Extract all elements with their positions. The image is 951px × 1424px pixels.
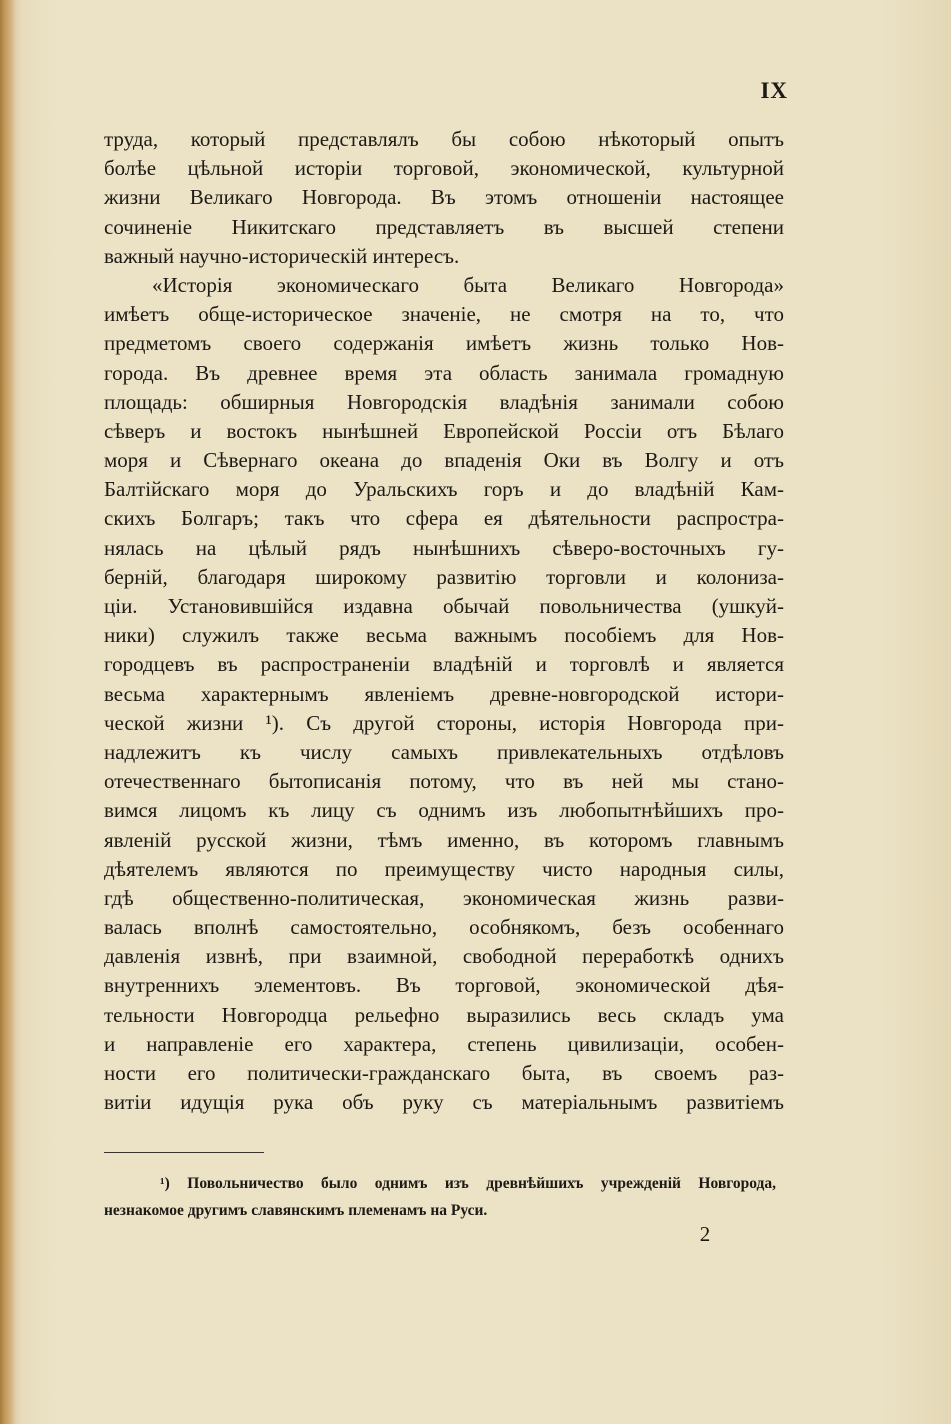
text-line: нялась на цѣлый рядъ нынѣшнихъ сѣверо-восточныхъ гу-	[104, 535, 784, 560]
text-line: имѣетъ обще-историческое значеніе, не смотря на то, что	[104, 302, 784, 327]
footnote-line: незнакомое другимъ славянскимъ племенамъ на Руси.	[104, 1202, 488, 1219]
footnote	[104, 1170, 776, 1224]
text-line: жизни Великаго Новгорода. Въ этомъ отношеніи настоящее	[104, 185, 784, 210]
text-line: явленій русской жизни, тѣмъ именно, въ которомъ главнымъ	[104, 827, 784, 852]
text-line: валась вполнѣ самостоятельно, особнякомъ, безъ особеннаго	[104, 915, 784, 940]
text-line: сочиненіе Никитскаго представляетъ въ высшей степени	[104, 214, 784, 239]
page-binding-edge	[0, 0, 16, 1424]
text-line: тельности Новгородца рельефно выразились весь складъ ума	[104, 1002, 784, 1027]
text-line: площадь: обширныя Новгородскія владѣнія занимали собою	[104, 389, 784, 414]
text-line: болѣе цѣльной исторіи торговой, экономической, культурной	[104, 156, 784, 181]
text-line: гдѣ общественно-политическая, экономическая жизнь разви-	[104, 885, 784, 910]
text-line: и направленіе его характера, степень цивилизаціи, особен-	[104, 1031, 784, 1056]
text-line: витіи идущія рука объ руку съ матеріальнымъ развитіемъ	[104, 1090, 784, 1115]
text-line: города. Въ древнее время эта область занимала громадную	[104, 360, 784, 385]
text-line: предметомъ своего содержанія имѣетъ жизнь только Нов-	[104, 331, 784, 356]
text-line: отечественнаго бытописанія потому, что въ ней мы стано-	[104, 769, 784, 794]
text-line: городцевъ въ распространеніи владѣній и торговлѣ и является	[104, 652, 784, 677]
text-line: ности его политически-гражданскаго быта, въ своемъ раз-	[104, 1061, 784, 1085]
page-number: IX	[760, 78, 788, 103]
text-line: вимся лицомъ къ лицу съ однимъ изъ любопытнѣйшихъ про-	[104, 798, 784, 823]
text-line: ники) служилъ также весьма важнымъ пособіемъ для Нов-	[104, 623, 784, 648]
text-line-footnote-ref: ческой жизни ¹). Съ другой стороны, исторія Новгорода при-	[104, 710, 784, 735]
text-line: важный научно-историческій интересъ.	[104, 243, 460, 268]
text-line: ціи. Установившійся издавна обычай повольничества (ушкуй-	[104, 594, 784, 618]
text-line: скихъ Болгаръ; такъ что сфера ея дѣятельности распростра-	[104, 506, 784, 531]
text-line: внутреннихъ элементовъ. Въ торговой, экономической дѣя-	[104, 973, 784, 998]
footnote-line: ¹) Повольничество было однимъ изъ древнѣйшихъ учрежденій Новгорода,	[160, 1175, 776, 1192]
text-line: весьма характернымъ явленіемъ древне-новгородской истори-	[104, 681, 784, 706]
text-line: давленія извнѣ, при взаимной, свободной переработкѣ одниxъ	[104, 944, 784, 969]
text-line: надлежитъ къ числу самыхъ привлекательныхъ отдѣловъ	[104, 739, 784, 764]
text-line: труда, который представлялъ бы собою нѣкоторый опытъ	[104, 127, 784, 151]
footnote-separator	[104, 1152, 264, 1153]
main-text	[104, 125, 784, 1117]
signature-mark: 2	[699, 1222, 711, 1246]
text-line-paragraph-start: «Исторія экономическаго быта Великаго Новгорода»	[152, 272, 784, 297]
text-line: моря и Сѣвернаго океана до впаденія Оки въ Волгу и отъ	[104, 448, 784, 473]
text-line: дѣятелемъ являются по преимуществу чисто народныя силы,	[104, 856, 784, 881]
text-line: Балтійскаго моря до Уральскихъ горъ и до владѣній Кам-	[104, 477, 784, 502]
text-line: берній, благодаря широкому развитію торговли и колониза-	[104, 564, 784, 589]
text-line: сѣверъ и востокъ нынѣшней Европейской Россіи отъ Бѣлаго	[104, 418, 784, 443]
